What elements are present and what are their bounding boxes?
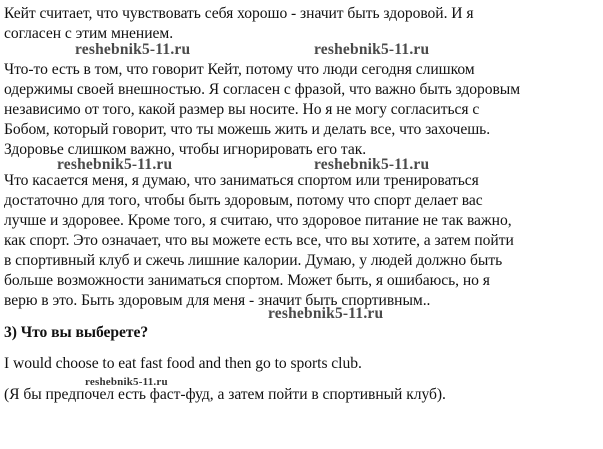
paragraph-1-line-2: согласен с этим мнением. (4, 25, 174, 42)
watermark: reshebnik5-11.ru (314, 41, 430, 58)
watermark: reshebnik5-11.ru (75, 41, 191, 58)
paragraph-1-line-1: Кейт считает, что чувствовать себя хорошо - значит быть здоровой. И я (4, 5, 474, 22)
paragraph-3-line-4: как спорт. Это означает, что вы можете есть все, что вы хотите, а затем пойти (4, 232, 514, 249)
paragraph-3-line-5: в спортивный клуб и сжечь лишние калории. Думаю, у людей должно быть (4, 252, 503, 269)
paragraph-2-line-2: одержимы своей внешностью. Я согласен с фразой, что важно быть здоровым (4, 81, 521, 98)
paragraph-2-line-1: Что-то есть в том, что говорит Кейт, потому что люди сегодня слишком (4, 61, 475, 78)
question-heading: 3) Что вы выберете? (4, 324, 149, 341)
watermark: reshebnik5-11.ru (314, 156, 430, 173)
watermark: reshebnik5-11.ru (57, 156, 173, 173)
paragraph-2-line-4: Бобом, который говорит, что ты можешь жить и делать все, что захочешь. (4, 121, 491, 138)
paragraph-3-line-1: Что касается меня, я думаю, что заниматься спортом или тренироваться (4, 172, 479, 189)
paragraph-3-line-6: больше возможности заниматься спортом. Может быть, я ошибаюсь, но я (4, 272, 490, 289)
watermark: reshebnik5-11.ru (268, 305, 384, 322)
paragraph-2-line-5: Здоровье слишком важно, чтобы игнорировать его так. (4, 141, 367, 158)
paragraph-3-line-2: достаточно для того, чтобы быть здоровым, потому что спорт делает вас (4, 192, 483, 209)
answer-translation: (Я бы предпочел есть фаст-фуд, а затем пойти в спортивный клуб). (4, 386, 446, 403)
paragraph-2-line-3: независимо от того, какой размер вы носите. Но я не могу согласиться с (4, 101, 480, 118)
watermark: reshebnik5-11.ru (85, 376, 168, 388)
answer-english: I would choose to eat fast food and then go to sports club. (4, 355, 362, 372)
paragraph-3-line-7: верю в это. Быть здоровым для меня - значит быть спортивным.. (4, 292, 431, 309)
paragraph-3-line-3: лучше и здоровее. Кроме того, я считаю, что здоровое питание не так важно, (4, 212, 512, 229)
